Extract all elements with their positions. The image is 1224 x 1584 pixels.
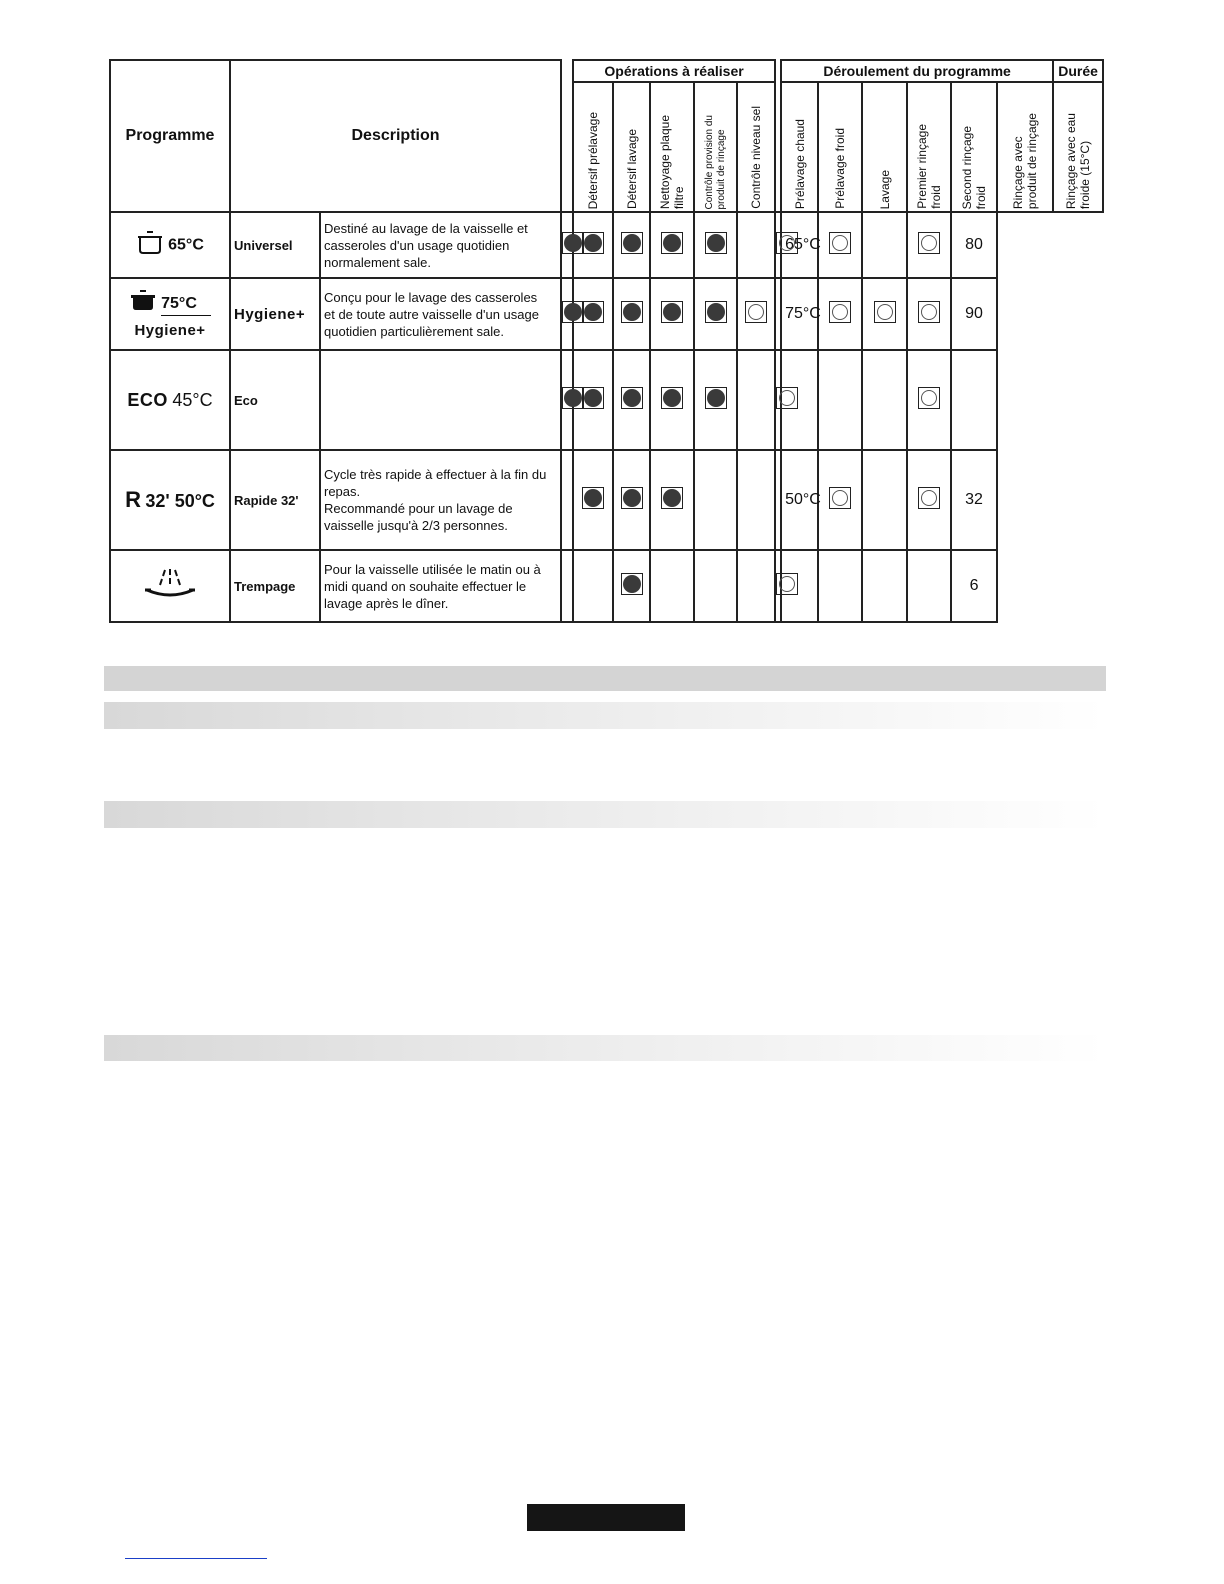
programme-description: Destiné au lavage de la vaisselle et casseroles d'un usage quotidien normalement sale. (320, 212, 561, 278)
empty-circle-icon (745, 301, 767, 323)
column-header (613, 82, 650, 212)
programme-label: R (125, 487, 141, 512)
empty-circle-icon (874, 301, 896, 323)
column-header-label: Contrôle niveau sel (749, 106, 764, 209)
filled-circle-icon (621, 301, 643, 323)
programme-cell (110, 550, 230, 622)
filled-circle-icon (582, 232, 604, 254)
programme-description: Pour la vaisselle utilisée le matin ou à midi quand on souhaite effectuer le lavage après le dîner. (320, 550, 561, 622)
programme-cell (110, 350, 230, 450)
deroulement-cell (737, 550, 775, 622)
deroulement-cell (818, 350, 862, 450)
deroulement-cell (862, 450, 907, 550)
deroulement-cell (907, 450, 951, 550)
operation-cell (613, 212, 650, 278)
programme-label: ECO (127, 389, 168, 410)
programme-name: Rapide 32' (230, 450, 320, 550)
empty-circle-icon (918, 301, 940, 323)
operation-cell (694, 212, 737, 278)
empty-circle-icon (918, 387, 940, 409)
duree-cell: 90 (951, 278, 997, 350)
column-header-label: Prélavage froid (833, 128, 848, 209)
pot-filled-icon (129, 289, 157, 318)
deroulement-cell: 75°C (781, 278, 818, 350)
deroulement-cell (907, 350, 951, 450)
filled-circle-icon (661, 301, 683, 323)
column-header (818, 82, 862, 212)
page-footer-box (527, 1504, 685, 1531)
column-header-label: Nettoyage plaque filtre (658, 114, 687, 209)
programme-temp: 65°C (168, 236, 204, 254)
programme-temp: 75°C (161, 295, 211, 316)
column-header (907, 82, 951, 212)
operation-cell (694, 550, 737, 622)
operation-cell (613, 550, 650, 622)
operation-cell (561, 550, 573, 622)
programme-description: Cycle très rapide à effectuer à la fin du repas. Recommandé pour un lavage de vaisselle jusqu'à 2/3 personnes. (320, 450, 561, 550)
programme-temp: 45°C (172, 389, 213, 410)
programme-cell (110, 450, 230, 550)
deroulement-cell (818, 450, 862, 550)
empty-circle-icon (829, 232, 851, 254)
operation-cell (561, 350, 573, 450)
section-bar (104, 666, 1106, 691)
operation-cell (561, 278, 573, 350)
programme-name: Trempage (230, 550, 320, 622)
column-header-label: Lavage (877, 169, 892, 209)
table-row (110, 212, 1103, 278)
empty-circle-icon (776, 573, 798, 595)
column-header (573, 82, 613, 212)
deroulement-cell (737, 350, 775, 450)
programme-description (320, 350, 561, 450)
section-bar (104, 702, 1106, 729)
operation-cell (573, 450, 613, 550)
pot-outline-icon (136, 230, 164, 261)
filled-circle-icon (562, 301, 584, 323)
operation-cell (613, 450, 650, 550)
deroulement-cell (737, 278, 775, 350)
filled-circle-icon (621, 487, 643, 509)
filled-circle-icon (621, 573, 643, 595)
programme-cell (110, 278, 230, 350)
footer-link-underline (125, 1558, 267, 1559)
filled-circle-icon (705, 232, 727, 254)
operation-cell (613, 350, 650, 450)
filled-circle-icon (705, 301, 727, 323)
column-header-label: Détersif lavage (624, 128, 639, 209)
operation-cell (573, 550, 613, 622)
filled-circle-icon (661, 387, 683, 409)
column-header-label: Contrôle provision du produit de rinçage (703, 114, 727, 209)
column-header (1053, 82, 1103, 212)
column-header-label: Détersif prélavage (586, 111, 601, 209)
header-duree: Durée (1053, 60, 1103, 82)
filled-circle-icon (661, 232, 683, 254)
deroulement-cell (818, 550, 862, 622)
header-programme: Programme (110, 60, 230, 212)
column-header (781, 82, 818, 212)
table-row (110, 278, 1103, 350)
operation-cell (613, 278, 650, 350)
header-deroulement: Déroulement du programme (781, 60, 1053, 82)
filled-circle-icon (621, 232, 643, 254)
empty-circle-icon (776, 387, 798, 409)
programme-sub-label: Hygiene+ (134, 322, 206, 339)
operation-cell (650, 550, 694, 622)
programme-name: Hygiene+ (230, 278, 320, 350)
filled-circle-icon (621, 387, 643, 409)
duree-cell: 6 (951, 550, 997, 622)
empty-circle-icon (918, 232, 940, 254)
filled-circle-icon (582, 387, 604, 409)
soak-icon (143, 566, 197, 607)
column-header (650, 82, 694, 212)
deroulement-cell (862, 350, 907, 450)
programme-temp: 32' 50°C (145, 491, 215, 511)
table-row (110, 450, 1103, 550)
filled-circle-icon (562, 232, 584, 254)
filled-circle-icon (582, 301, 604, 323)
column-gap (561, 60, 573, 212)
operation-cell (650, 278, 694, 350)
operation-cell (694, 450, 737, 550)
duree-cell: 80 (951, 212, 997, 278)
operation-cell (650, 212, 694, 278)
deroulement-cell: 50°C (781, 450, 818, 550)
column-header-label: Second rinçage froid (960, 125, 989, 209)
duree-cell: 32 (951, 450, 997, 550)
column-header (737, 82, 775, 212)
operation-cell (694, 278, 737, 350)
programme-name: Universel (230, 212, 320, 278)
operation-cell (561, 450, 573, 550)
deroulement-cell (737, 450, 775, 550)
table-row (110, 550, 1103, 622)
deroulement-cell (818, 212, 862, 278)
column-header-label: Rinçage avec eau froide (15°C) (1064, 112, 1093, 209)
section-bar (104, 801, 1106, 828)
programme-description: Conçu pour le lavage des casseroles et de toute autre vaisselle d'un usage quotidien particulièrement sale. (320, 278, 561, 350)
column-header (694, 82, 737, 212)
programme-name: Eco (230, 350, 320, 450)
header-description: Description (230, 60, 561, 212)
empty-circle-icon (776, 232, 798, 254)
section-bar (104, 1035, 1106, 1061)
column-header-label: Rinçage avec produit de rinçage (1011, 112, 1040, 209)
operation-cell (694, 350, 737, 450)
empty-circle-icon (829, 301, 851, 323)
column-header (951, 82, 997, 212)
programme-cell (110, 212, 230, 278)
deroulement-cell (737, 212, 775, 278)
empty-circle-icon (829, 487, 851, 509)
deroulement-cell (907, 212, 951, 278)
deroulement-cell: 65°C (781, 212, 818, 278)
filled-circle-icon (582, 487, 604, 509)
column-header (862, 82, 907, 212)
empty-circle-icon (918, 487, 940, 509)
operation-cell (650, 450, 694, 550)
table-row (110, 350, 1103, 450)
column-header (997, 82, 1053, 212)
deroulement-cell (862, 550, 907, 622)
deroulement-cell (862, 212, 907, 278)
operation-cell (650, 350, 694, 450)
filled-circle-icon (661, 487, 683, 509)
deroulement-cell (818, 278, 862, 350)
column-header-label: Prélavage chaud (792, 118, 807, 209)
header-operations: Opérations à réaliser (573, 60, 775, 82)
deroulement-cell (907, 550, 951, 622)
deroulement-cell (907, 278, 951, 350)
operation-cell (561, 212, 573, 278)
column-header-label: Premier rinçage froid (915, 124, 944, 209)
deroulement-cell (862, 278, 907, 350)
programme-table (109, 59, 1104, 623)
filled-circle-icon (705, 387, 727, 409)
filled-circle-icon (562, 387, 584, 409)
duree-cell (951, 350, 997, 450)
